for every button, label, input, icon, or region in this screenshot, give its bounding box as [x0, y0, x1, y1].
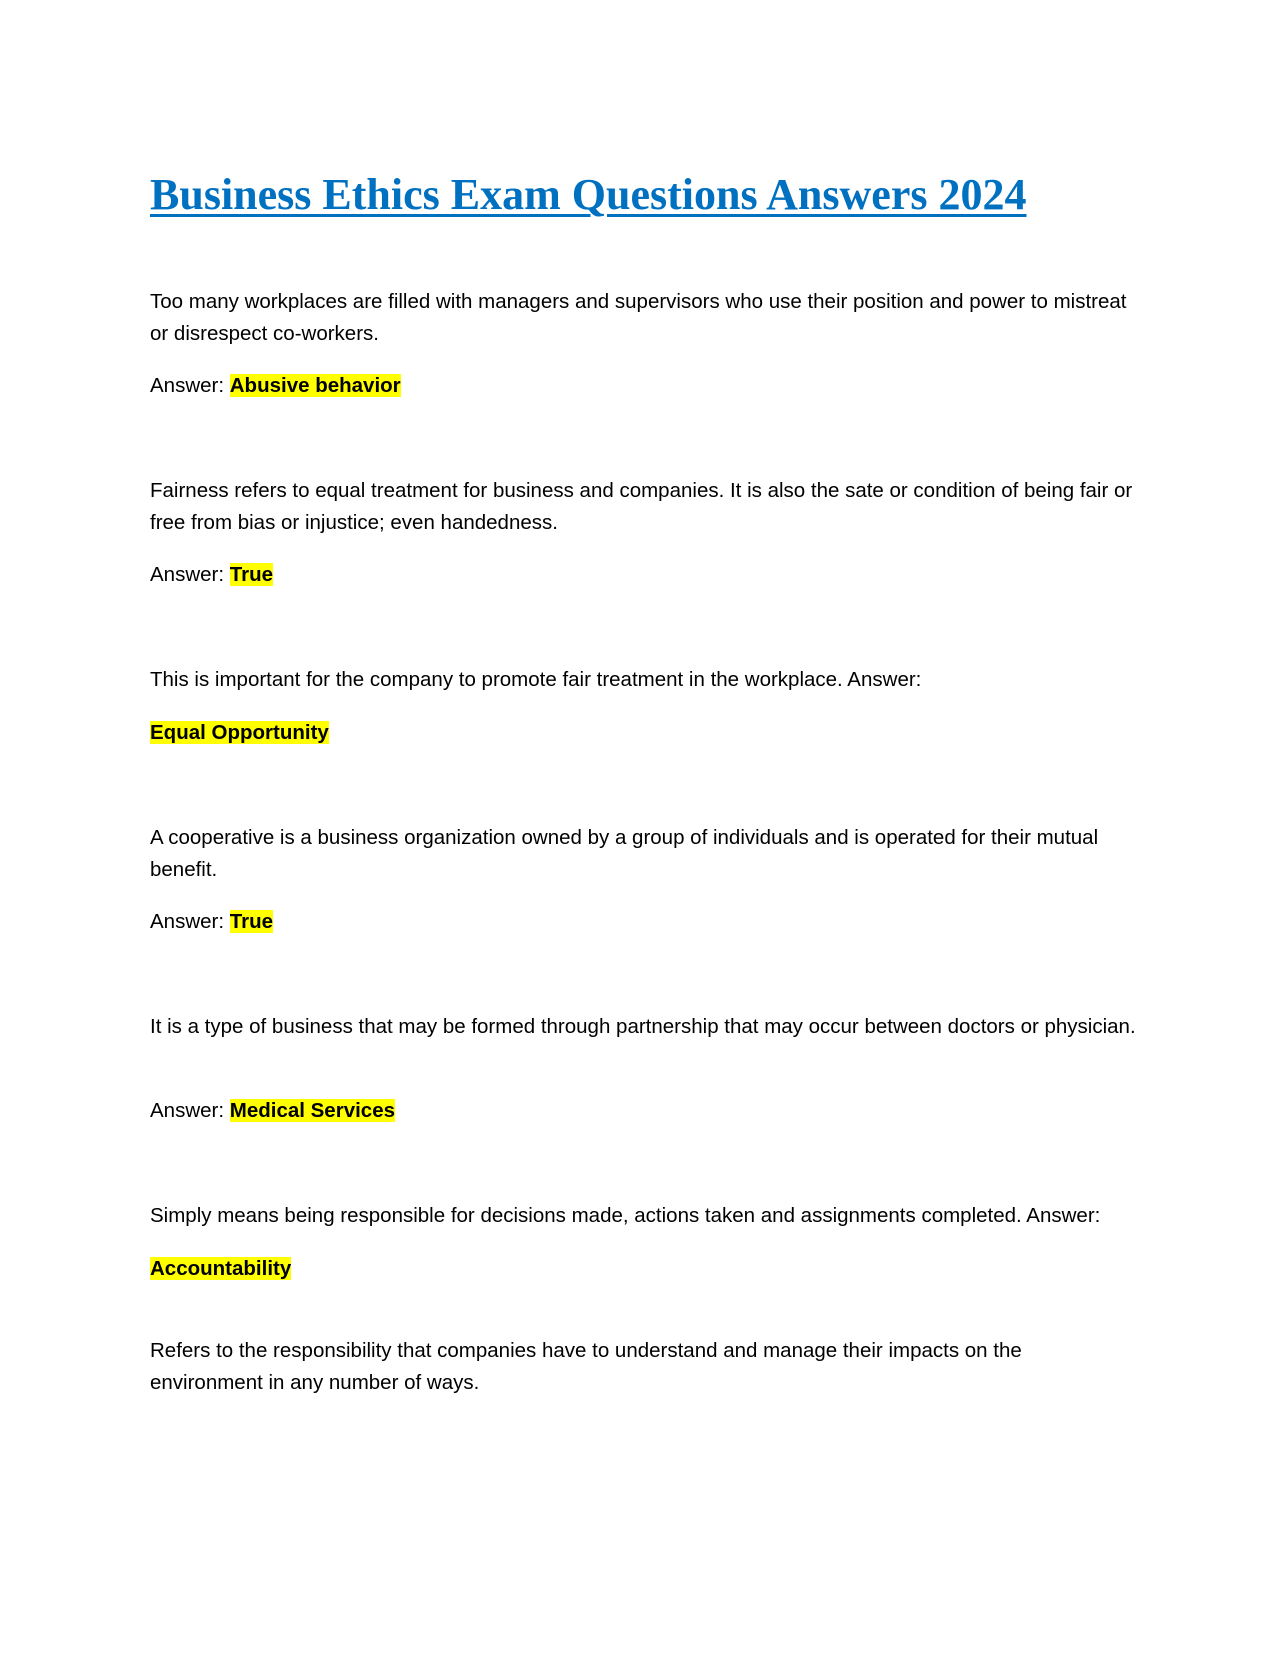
answer-highlight: Medical Services — [229, 1099, 395, 1122]
question-text: It is a type of business that may be formed through partnership that may occur between doctors or physician. — [150, 1015, 1136, 1038]
answer-line — [150, 1095, 1140, 1127]
answer-line — [150, 717, 1140, 749]
answer-highlight: Abusive behavior — [229, 374, 401, 397]
answer-line — [150, 906, 1140, 938]
answer-line — [150, 370, 1140, 402]
question-text: A cooperative is a business organization owned by a group of individuals and is operated for their mutual benefit. — [150, 826, 1099, 881]
question-text: Refers to the responsibility that companies have to understand and manage their impacts on the environment in any number of ways. — [150, 1339, 1022, 1394]
answer-line — [150, 1253, 1140, 1285]
answer-line — [150, 559, 1140, 591]
answer-label: Answer: — [150, 910, 230, 933]
answer-label: Answer: — [150, 1099, 230, 1122]
answer-label: Answer: — [150, 563, 230, 586]
question-text: Simply means being responsible for decisions made, actions taken and assignments completed. Answer: — [150, 1204, 1101, 1227]
answer-highlight: Accountability — [150, 1257, 292, 1280]
answer-highlight: Equal Opportunity — [150, 721, 329, 744]
question-text: Too many workplaces are filled with managers and supervisors who use their position and power to mistreat or disrespect co-workers. — [150, 290, 1127, 345]
document-title[interactable]: Business Ethics Exam Questions Answers 2024 — [150, 170, 1027, 219]
answer-label: Answer: — [150, 374, 230, 397]
answer-highlight: True — [229, 910, 274, 933]
answer-highlight: True — [229, 563, 274, 586]
question-text: Fairness refers to equal treatment for business and companies. It is also the sate or condition of being fair or free from bias or injustice; even handedness. — [150, 479, 1133, 534]
question-text: This is important for the company to promote fair treatment in the workplace. Answer: — [150, 668, 922, 691]
